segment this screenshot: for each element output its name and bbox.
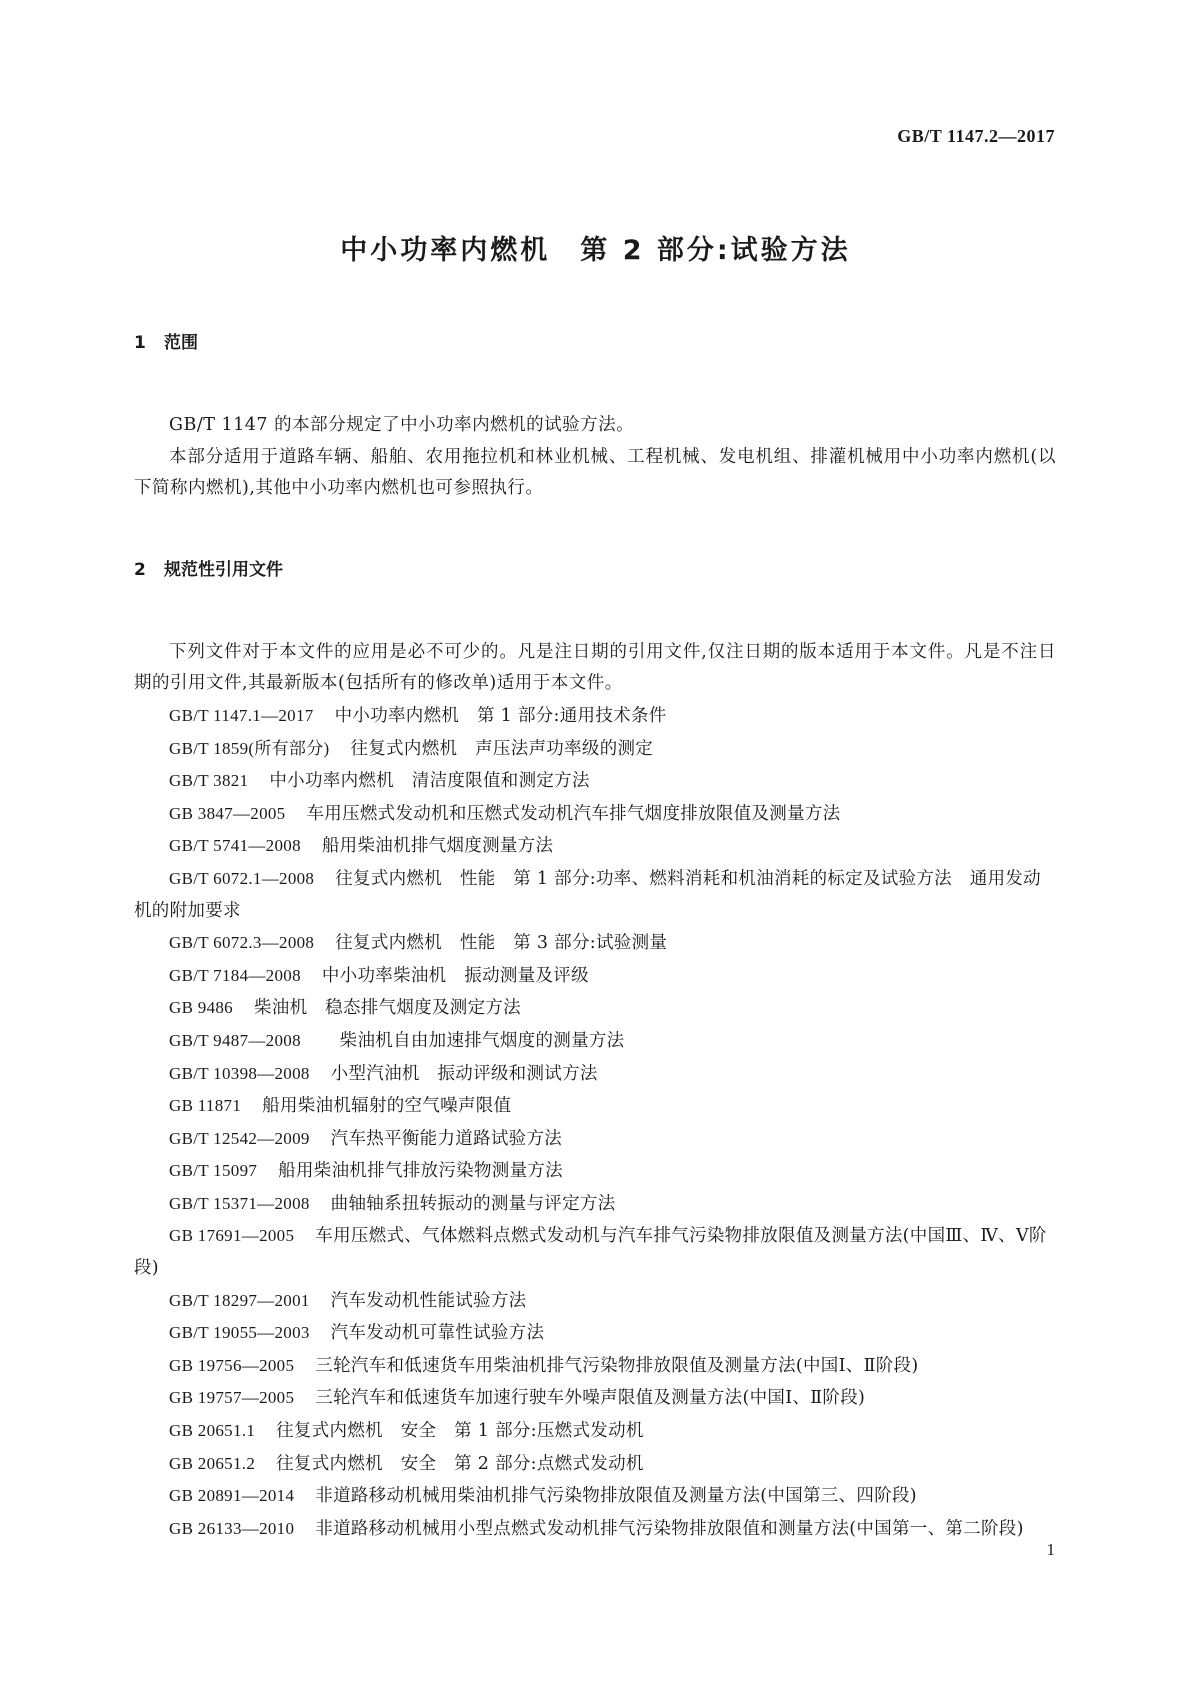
section-title: 范围 bbox=[164, 333, 198, 353]
reference-code: GB 20651.2 bbox=[169, 1453, 256, 1473]
section-scope bbox=[134, 328, 1056, 505]
reference-title: 汽车发动机可靠性试验方法 bbox=[330, 1323, 545, 1344]
reference-entry bbox=[134, 1188, 1056, 1221]
reference-code: GB/T 5741—2008 bbox=[169, 836, 301, 856]
section-heading bbox=[134, 328, 1056, 358]
reference-title: 往复式内燃机 声压法声功率级的测定 bbox=[350, 738, 654, 759]
reference-title: 汽车热平衡能力道路试验方法 bbox=[330, 1128, 563, 1149]
section-number: 2 bbox=[134, 559, 146, 580]
reference-entry bbox=[134, 765, 1056, 798]
reference-entry bbox=[134, 992, 1056, 1025]
reference-title: 小型汽油机 振动评级和测试方法 bbox=[330, 1063, 598, 1084]
reference-entry bbox=[134, 1155, 1056, 1188]
reference-code: GB 3847—2005 bbox=[169, 803, 286, 823]
reference-title: 汽车发动机性能试验方法 bbox=[330, 1290, 527, 1311]
reference-code: GB/T 7184—2008 bbox=[169, 965, 301, 985]
reference-code: GB/T 3821 bbox=[169, 771, 249, 791]
reference-code: GB/T 12542—2009 bbox=[169, 1128, 310, 1148]
reference-title: 三轮汽车和低速货车用柴油机排气污染物排放限值及测量方法(中国Ⅰ、Ⅱ阶段) bbox=[315, 1355, 919, 1376]
reference-entry bbox=[134, 830, 1056, 863]
reference-code: GB/T 15371—2008 bbox=[169, 1193, 310, 1213]
reference-code: GB/T 19055—2003 bbox=[169, 1323, 310, 1343]
reference-entry bbox=[134, 1058, 1056, 1091]
reference-title: 柴油机 稳态排气烟度及测定方法 bbox=[253, 998, 521, 1019]
reference-entry bbox=[134, 1317, 1056, 1350]
reference-title: 船用柴油机排气排放污染物测量方法 bbox=[278, 1161, 563, 1182]
reference-code: GB/T 10398—2008 bbox=[169, 1063, 310, 1083]
reference-title: 中小功率内燃机 清洁度限值和测定方法 bbox=[269, 771, 590, 792]
reference-code: GB 19757—2005 bbox=[169, 1388, 295, 1408]
reference-title: 往复式内燃机 安全 第 2 部分:点燃式发动机 bbox=[276, 1453, 644, 1474]
reference-code: GB/T 6072.1—2008 bbox=[169, 868, 315, 888]
reference-entry bbox=[134, 1350, 1056, 1383]
reference-entry bbox=[134, 1285, 1056, 1318]
reference-entry bbox=[134, 1448, 1056, 1481]
reference-title: 中小功率柴油机 振动测量及评级 bbox=[321, 965, 589, 986]
document-body bbox=[134, 328, 1056, 1545]
reference-code: GB/T 1147.1—2017 bbox=[169, 705, 314, 725]
reference-entry bbox=[134, 960, 1056, 993]
reference-entry bbox=[134, 1382, 1056, 1415]
reference-entry bbox=[134, 1090, 1056, 1123]
section-heading bbox=[134, 555, 1056, 585]
reference-entry bbox=[134, 1220, 1056, 1284]
reference-entry bbox=[134, 700, 1056, 733]
reference-code: GB/T 9487—2008 bbox=[169, 1030, 301, 1050]
reference-entry bbox=[134, 1025, 1056, 1058]
reference-title: 船用柴油机排气烟度测量方法 bbox=[321, 836, 554, 857]
reference-title: 往复式内燃机 性能 第 3 部分:试验测量 bbox=[335, 933, 668, 954]
reference-code: GB 26133—2010 bbox=[169, 1518, 295, 1538]
section-number: 1 bbox=[134, 333, 146, 353]
standard-number: GB/T 1147.2—2017 bbox=[897, 126, 1055, 146]
reference-code: GB 20891—2014 bbox=[169, 1486, 295, 1506]
reference-title: 车用压燃式发动机和压燃式发动机汽车排气烟度排放限值及测量方法 bbox=[306, 803, 841, 824]
reference-entry bbox=[134, 1123, 1056, 1156]
document-title: 中小功率内燃机 第 2 部分:试验方法 bbox=[340, 235, 851, 266]
paragraph: GB/T 1147 的本部分规定了中小功率内燃机的试验方法。 bbox=[169, 415, 635, 435]
paragraph: 本部分适用于道路车辆、船舶、农用拖拉机和林业机械、工程机械、发电机组、排灌机械用中小功率内燃机(以下简称内燃机),其他中小功率内燃机也可参照执行。 bbox=[134, 446, 1056, 499]
reference-entry bbox=[134, 863, 1056, 927]
reference-entry bbox=[134, 1513, 1056, 1546]
section-normative-references bbox=[134, 555, 1056, 1546]
reference-entry bbox=[134, 1480, 1056, 1513]
reference-code: GB/T 1859(所有部分) bbox=[169, 738, 330, 758]
reference-list bbox=[134, 700, 1056, 1545]
reference-code: GB 19756—2005 bbox=[169, 1355, 295, 1375]
reference-title: 往复式内燃机 安全 第 1 部分:压燃式发动机 bbox=[276, 1421, 644, 1442]
reference-title: 非道路移动机械用小型点燃式发动机排气污染物排放限值和测量方法(中国第一、第二阶段) bbox=[315, 1518, 1024, 1539]
reference-code: GB 20651.1 bbox=[169, 1421, 256, 1441]
reference-code: GB/T 6072.3—2008 bbox=[169, 933, 315, 953]
reference-title: 非道路移动机械用柴油机排气污染物排放限值及测量方法(中国第三、四阶段) bbox=[315, 1486, 917, 1507]
reference-title: 往复式内燃机 性能 第 1 部分:功率、燃料消耗和机油消耗的标定及试验方法 通用发动机的附加要求 bbox=[134, 868, 1041, 921]
reference-entry bbox=[134, 927, 1056, 960]
reference-title: 曲轴轴系扭转振动的测量与评定方法 bbox=[330, 1193, 616, 1214]
reference-title: 车用压燃式、气体燃料点燃式发动机与汽车排气污染物排放限值及测量方法(中国Ⅲ、Ⅳ、Ⅴ阶段) bbox=[134, 1226, 1047, 1279]
reference-entry bbox=[134, 798, 1056, 831]
reference-code: GB 17691—2005 bbox=[169, 1226, 295, 1246]
reference-code: GB 11871 bbox=[169, 1096, 242, 1116]
reference-title: 中小功率内燃机 第 1 部分:通用技术条件 bbox=[334, 705, 667, 726]
reference-title: 三轮汽车和低速货车加速行驶车外噪声限值及测量方法(中国Ⅰ、Ⅱ阶段) bbox=[315, 1388, 866, 1409]
reference-code: GB 9486 bbox=[169, 998, 233, 1018]
page-number: 1 bbox=[1046, 1540, 1055, 1559]
reference-title: 船用柴油机辐射的空气噪声限值 bbox=[262, 1096, 512, 1117]
reference-entry bbox=[134, 733, 1056, 766]
reference-code: GB/T 18297—2001 bbox=[169, 1290, 310, 1310]
reference-title: 柴油机自由加速排气烟度的测量方法 bbox=[321, 1030, 625, 1051]
paragraph: 下列文件对于本文件的应用是必不可少的。凡是注日期的引用文件,仅注日期的版本适用于本文件。凡是不注日期的引用文件,其最新版本(包括所有的修改单)适用于本文件。 bbox=[134, 641, 1056, 694]
section-title: 规范性引用文件 bbox=[164, 559, 283, 580]
reference-code: GB/T 15097 bbox=[169, 1161, 258, 1181]
reference-entry bbox=[134, 1415, 1056, 1448]
